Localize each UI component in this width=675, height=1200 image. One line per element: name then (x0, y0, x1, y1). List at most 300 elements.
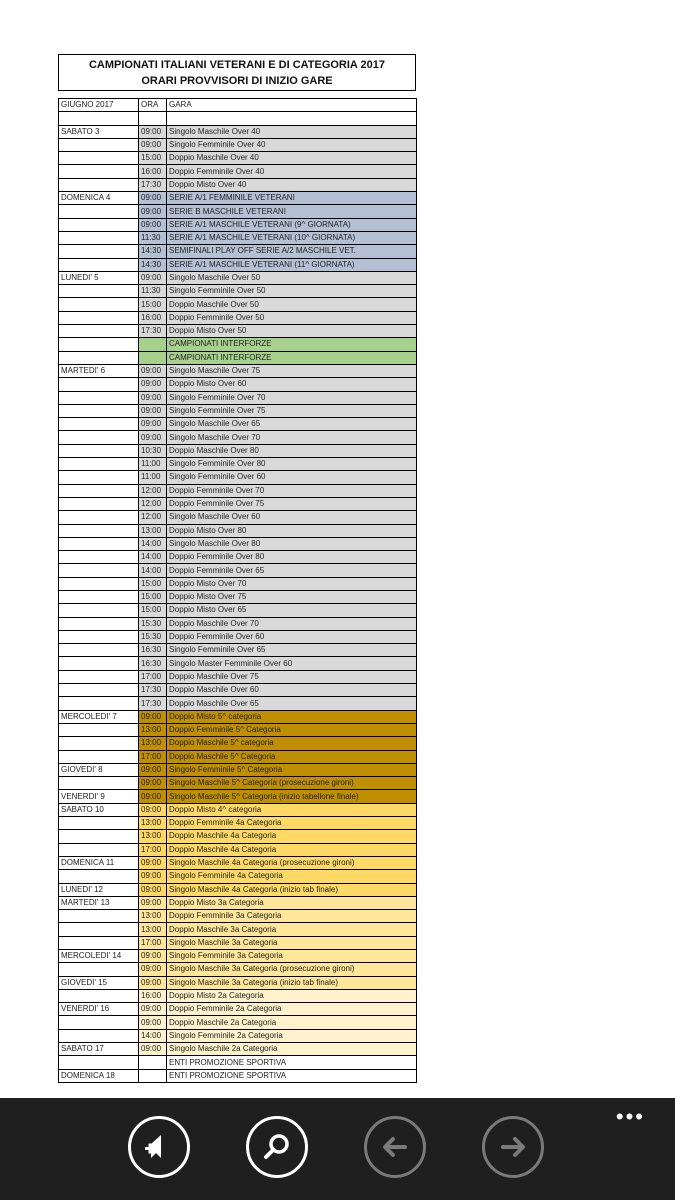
time-cell: 09:00 (139, 364, 167, 377)
day-cell (59, 298, 139, 311)
event-cell: Doppio Maschile 5^ categoria (167, 737, 417, 750)
day-cell (59, 630, 139, 643)
day-cell (59, 152, 139, 165)
day-cell (59, 657, 139, 670)
table-row (59, 1043, 417, 1056)
time-cell: 09:00 (139, 883, 167, 896)
event-cell: Doppio Maschile Over 60 (167, 684, 417, 697)
time-cell: 09:00 (139, 391, 167, 404)
time-cell: 14:30 (139, 245, 167, 258)
event-cell: Singolo Maschile Over 70 (167, 431, 417, 444)
time-cell: 09:00 (139, 271, 167, 284)
event-cell: Doppio Femminile 4a Categoria (167, 817, 417, 830)
time-cell: 17:30 (139, 697, 167, 710)
event-cell: Doppio Femminile Over 40 (167, 165, 417, 178)
table-row (59, 1069, 417, 1082)
day-cell: DOMENICA 4 (59, 192, 139, 205)
time-cell: 14:30 (139, 258, 167, 271)
time-cell: 17:30 (139, 178, 167, 191)
event-cell: Doppio Femminile Over 80 (167, 551, 417, 564)
day-cell (59, 697, 139, 710)
day-cell (59, 1056, 139, 1069)
day-cell: MARTEDI' 13 (59, 896, 139, 909)
time-cell: 12:00 (139, 511, 167, 524)
table-row (59, 218, 417, 231)
day-cell (59, 231, 139, 244)
table-row (59, 644, 417, 657)
day-cell (59, 723, 139, 736)
event-cell: Doppio Femminile Over 70 (167, 484, 417, 497)
table-row (59, 923, 417, 936)
event-cell: Singolo Maschile 3a Categoria (prosecuzione gironi) (167, 963, 417, 976)
time-cell (139, 338, 167, 351)
day-cell (59, 923, 139, 936)
day-cell (59, 830, 139, 843)
time-cell (139, 351, 167, 364)
table-row (59, 1016, 417, 1029)
day-cell: MERCOLEDI' 14 (59, 950, 139, 963)
arrow-left-icon (378, 1130, 412, 1164)
table-row (59, 404, 417, 417)
event-cell: SERIE A/1 FEMMINILE VETERANI (167, 192, 417, 205)
event-cell: Singolo Femminile Over 50 (167, 285, 417, 298)
time-cell: 09:00 (139, 803, 167, 816)
table-row (59, 777, 417, 790)
event-cell: Singolo Maschile 5^ Categoria (prosecuzione gironi) (167, 777, 417, 790)
time-cell: 17:00 (139, 750, 167, 763)
pin-to-start-button[interactable] (128, 1116, 190, 1178)
table-row (59, 883, 417, 896)
time-cell: 15:00 (139, 604, 167, 617)
event-cell: Doppio Misto Over 65 (167, 604, 417, 617)
time-cell: 09:00 (139, 138, 167, 151)
event-cell: Doppio Maschile 4a Categoria (167, 843, 417, 856)
time-cell: 09:00 (139, 870, 167, 883)
event-cell: Singolo Maschile 3a Categoria (167, 936, 417, 949)
day-cell (59, 1016, 139, 1029)
time-cell: 17:00 (139, 670, 167, 683)
event-cell: Singolo Femminile 2a Categoria (167, 1029, 417, 1042)
table-row (59, 418, 417, 431)
day-cell (59, 936, 139, 949)
table-row (59, 910, 417, 923)
event-cell: Doppio Femminile 2a Categoria (167, 1003, 417, 1016)
table-row (59, 152, 417, 165)
table-row (59, 351, 417, 364)
table-row (59, 1056, 417, 1069)
time-cell: 17:30 (139, 684, 167, 697)
day-cell (59, 178, 139, 191)
day-cell (59, 484, 139, 497)
time-cell: 15:00 (139, 577, 167, 590)
event-cell: Doppio Femminile Over 75 (167, 497, 417, 510)
table-row (59, 604, 417, 617)
time-cell: 09:00 (139, 418, 167, 431)
table-row (59, 1029, 417, 1042)
table-row (59, 737, 417, 750)
table-row (59, 697, 417, 710)
event-cell: Singolo Femminile Over 40 (167, 138, 417, 151)
table-header-row (59, 99, 417, 112)
table-row (59, 830, 417, 843)
event-cell: ENTI PROMOZIONE SPORTIVA (167, 1069, 417, 1082)
day-cell: LUNEDI' 5 (59, 271, 139, 284)
day-cell (59, 644, 139, 657)
time-cell: 13:00 (139, 923, 167, 936)
time-cell: 10:30 (139, 444, 167, 457)
application-bar (0, 1098, 675, 1200)
day-cell (59, 817, 139, 830)
day-cell (59, 285, 139, 298)
table-row (59, 630, 417, 643)
table-row (59, 551, 417, 564)
day-cell (59, 524, 139, 537)
time-cell: 17:30 (139, 325, 167, 338)
event-cell: Doppio Misto 5^ categoria (167, 710, 417, 723)
pin-icon (142, 1130, 176, 1164)
time-cell: 11:00 (139, 458, 167, 471)
time-cell: 17:00 (139, 843, 167, 856)
time-cell: 09:00 (139, 125, 167, 138)
day-cell (59, 590, 139, 603)
table-row (59, 338, 417, 351)
schedule-table (58, 98, 417, 1083)
time-cell: 09:00 (139, 1043, 167, 1056)
time-cell: 11:00 (139, 471, 167, 484)
table-row (59, 856, 417, 869)
table-row (59, 298, 417, 311)
day-cell: DOMENICA 18 (59, 1069, 139, 1082)
table-row (59, 989, 417, 1002)
day-cell: GIOVEDI' 8 (59, 763, 139, 776)
table-row (59, 285, 417, 298)
time-cell: 16:30 (139, 657, 167, 670)
event-cell: Singolo Femminile Over 70 (167, 391, 417, 404)
event-cell: Doppio Maschile 4a Categoria (167, 830, 417, 843)
event-cell: Singolo Femminile 3a Categoria (167, 950, 417, 963)
day-cell: DOMENICA 11 (59, 856, 139, 869)
day-cell (59, 843, 139, 856)
event-cell: Doppio Misto Over 50 (167, 325, 417, 338)
time-cell: 09:00 (139, 963, 167, 976)
time-cell: 16:00 (139, 311, 167, 324)
document-subtitle: ORARI PROVVISORI DI INIZIO GARE (141, 75, 333, 87)
table-row (59, 444, 417, 457)
event-cell: Doppio Maschile 5^ Categoria (167, 750, 417, 763)
time-cell: 13:00 (139, 910, 167, 923)
day-cell (59, 670, 139, 683)
table-row (59, 205, 417, 218)
table-row (59, 950, 417, 963)
document-title-box (58, 54, 416, 91)
event-cell: SERIE A/1 MASCHILE VETERANI (11^ GIORNATA) (167, 258, 417, 271)
day-cell (59, 338, 139, 351)
event-cell: Doppio Maschile Over 80 (167, 444, 417, 457)
table-row (59, 511, 417, 524)
table-row (59, 577, 417, 590)
time-cell: 15:30 (139, 617, 167, 630)
table-row (59, 976, 417, 989)
day-cell (59, 378, 139, 391)
day-cell: LUNEDI' 12 (59, 883, 139, 896)
event-cell: Doppio Femminile 3a Categoria (167, 910, 417, 923)
day-cell (59, 418, 139, 431)
day-cell (59, 325, 139, 338)
find-button[interactable] (246, 1116, 308, 1178)
time-cell: 16:00 (139, 165, 167, 178)
event-cell: CAMPIONATI INTERFORZE (167, 351, 417, 364)
time-cell: 09:00 (139, 856, 167, 869)
event-cell: Doppio Femminile Over 60 (167, 630, 417, 643)
header-day: GIUGNO 2017 (59, 99, 139, 112)
time-cell: 12:00 (139, 484, 167, 497)
event-cell: SERIE A/1 MASCHILE VETERANI (9^ GIORNATA) (167, 218, 417, 231)
day-cell (59, 391, 139, 404)
table-row (59, 896, 417, 909)
time-cell: 09:00 (139, 950, 167, 963)
table-row (59, 138, 417, 151)
time-cell: 09:00 (139, 976, 167, 989)
day-cell (59, 165, 139, 178)
time-cell: 13:00 (139, 737, 167, 750)
table-row (59, 311, 417, 324)
time-cell: 09:00 (139, 218, 167, 231)
day-cell (59, 777, 139, 790)
day-cell (59, 471, 139, 484)
table-row (59, 364, 417, 377)
table-row (59, 790, 417, 803)
table-row (59, 245, 417, 258)
table-row (59, 750, 417, 763)
event-cell: Doppio Misto Over 40 (167, 178, 417, 191)
table-row (59, 723, 417, 736)
day-cell (59, 458, 139, 471)
event-cell: Singolo Maschile 4a Categoria (prosecuzione gironi) (167, 856, 417, 869)
event-cell: Doppio Misto Over 75 (167, 590, 417, 603)
header-gara: GARA (167, 99, 417, 112)
time-cell: 09:00 (139, 192, 167, 205)
event-cell: SERIE A/1 MASCHILE VETERANI (10^ GIORNATA) (167, 231, 417, 244)
day-cell (59, 431, 139, 444)
day-cell (59, 138, 139, 151)
day-cell: SABATO 3 (59, 125, 139, 138)
time-cell: 14:00 (139, 551, 167, 564)
table-row (59, 963, 417, 976)
table-row (59, 657, 417, 670)
table-row (59, 325, 417, 338)
document-title: CAMPIONATI ITALIANI VETERANI E DI CATEGORIA 2017 (88, 59, 385, 71)
time-cell: 14:00 (139, 537, 167, 550)
event-cell: Singolo Femminile 5^ Categoria (167, 763, 417, 776)
day-cell (59, 564, 139, 577)
time-cell: 09:00 (139, 404, 167, 417)
table-row (59, 524, 417, 537)
day-cell (59, 218, 139, 231)
time-cell (139, 112, 167, 125)
event-cell: Singolo Maschile 3a Categoria (inizio tab finale) (167, 976, 417, 989)
time-cell: 09:00 (139, 896, 167, 909)
time-cell (139, 1069, 167, 1082)
event-cell: Doppio Misto Over 80 (167, 524, 417, 537)
event-cell: Singolo Maschile Over 50 (167, 271, 417, 284)
event-cell: Doppio Misto 3a Categoria (167, 896, 417, 909)
event-cell: Doppio Femminile Over 65 (167, 564, 417, 577)
event-cell: Singolo Femminile Over 65 (167, 644, 417, 657)
day-cell (59, 989, 139, 1002)
time-cell: 09:00 (139, 205, 167, 218)
next-button[interactable] (482, 1116, 544, 1178)
day-cell (59, 205, 139, 218)
event-cell: ENTI PROMOZIONE SPORTIVA (167, 1056, 417, 1069)
time-cell: 13:00 (139, 830, 167, 843)
day-cell (59, 577, 139, 590)
table-row (59, 271, 417, 284)
search-icon (260, 1130, 294, 1164)
day-cell (59, 684, 139, 697)
time-cell: 11:30 (139, 285, 167, 298)
event-cell: Doppio Femminile Over 50 (167, 311, 417, 324)
time-cell: 09:00 (139, 1003, 167, 1016)
time-cell: 15:30 (139, 630, 167, 643)
event-cell: Doppio Femminile 5^ Categoria (167, 723, 417, 736)
day-cell (59, 617, 139, 630)
event-cell: Doppio Maschile Over 40 (167, 152, 417, 165)
event-cell: Doppio Misto 2a Categoria (167, 989, 417, 1002)
event-cell: Singolo Femminile Over 80 (167, 458, 417, 471)
day-cell (59, 112, 139, 125)
time-cell: 13:00 (139, 723, 167, 736)
table-row (59, 471, 417, 484)
table-row (59, 165, 417, 178)
table-row (59, 763, 417, 776)
day-cell: GIOVEDI' 15 (59, 976, 139, 989)
table-row (59, 484, 417, 497)
time-cell: 17:00 (139, 936, 167, 949)
time-cell: 09:00 (139, 790, 167, 803)
day-cell (59, 604, 139, 617)
time-cell: 14:00 (139, 1029, 167, 1042)
arrow-right-icon (496, 1130, 530, 1164)
event-cell: SERIE B MASCHILE VETERANI (167, 205, 417, 218)
event-cell: Doppio Maschile Over 75 (167, 670, 417, 683)
day-cell (59, 258, 139, 271)
time-cell: 16:00 (139, 989, 167, 1002)
event-cell: Singolo Master Femminile Over 60 (167, 657, 417, 670)
day-cell: MARTEDI' 6 (59, 364, 139, 377)
table-row (59, 537, 417, 550)
table-row (59, 670, 417, 683)
event-cell: Singolo Maschile Over 65 (167, 418, 417, 431)
event-cell: Doppio Maschile Over 65 (167, 697, 417, 710)
event-cell: CAMPIONATI INTERFORZE (167, 338, 417, 351)
event-cell: Doppio Misto 4^ categoria (167, 803, 417, 816)
event-cell: Singolo Maschile Over 40 (167, 125, 417, 138)
time-cell: 15:00 (139, 152, 167, 165)
table-row (59, 617, 417, 630)
time-cell: 13:00 (139, 524, 167, 537)
time-cell: 09:00 (139, 431, 167, 444)
day-cell: VENERDI' 16 (59, 1003, 139, 1016)
time-cell: 15:00 (139, 298, 167, 311)
table-row (59, 590, 417, 603)
day-cell (59, 511, 139, 524)
day-cell (59, 737, 139, 750)
table-row (59, 843, 417, 856)
time-cell: 14:00 (139, 564, 167, 577)
day-cell (59, 404, 139, 417)
header-ora: ORA (139, 99, 167, 112)
event-cell: Singolo Femminile Over 75 (167, 404, 417, 417)
day-cell: SABATO 17 (59, 1043, 139, 1056)
table-row (59, 125, 417, 138)
event-cell: Singolo Maschile 4a Categoria (inizio tab finale) (167, 883, 417, 896)
table-row (59, 1003, 417, 1016)
day-cell (59, 1029, 139, 1042)
day-cell (59, 351, 139, 364)
table-row (59, 458, 417, 471)
day-cell: SABATO 10 (59, 803, 139, 816)
event-cell: Singolo Femminile 4a Categoria (167, 870, 417, 883)
time-cell: 15:00 (139, 590, 167, 603)
event-cell: Doppio Maschile Over 70 (167, 617, 417, 630)
previous-button[interactable] (364, 1116, 426, 1178)
event-cell: Doppio Maschile 3a Categoria (167, 923, 417, 936)
day-cell: MERCOLEDI' 7 (59, 710, 139, 723)
table-row (59, 431, 417, 444)
day-cell (59, 551, 139, 564)
event-cell: SEMIFINALI PLAY OFF SERIE A/2 MASCHILE VET. (167, 245, 417, 258)
event-cell: Doppio Maschile 2a Categoria (167, 1016, 417, 1029)
time-cell: 16:30 (139, 644, 167, 657)
event-cell (167, 112, 417, 125)
day-cell (59, 963, 139, 976)
time-cell: 09:00 (139, 1016, 167, 1029)
table-row (59, 378, 417, 391)
table-row (59, 936, 417, 949)
more-options-button[interactable]: ••• (615, 1104, 645, 1129)
event-cell: Doppio Misto Over 60 (167, 378, 417, 391)
event-cell: Doppio Maschile Over 50 (167, 298, 417, 311)
day-cell (59, 910, 139, 923)
day-cell (59, 870, 139, 883)
day-cell (59, 444, 139, 457)
event-cell: Singolo Maschile 5^ Categoria (inizio tabellone finale) (167, 790, 417, 803)
table-row (59, 684, 417, 697)
event-cell: Singolo Maschile Over 60 (167, 511, 417, 524)
table-row (59, 497, 417, 510)
table-row (59, 192, 417, 205)
time-cell: 11:30 (139, 231, 167, 244)
event-cell: Singolo Maschile Over 75 (167, 364, 417, 377)
table-row (59, 231, 417, 244)
event-cell: Singolo Maschile Over 80 (167, 537, 417, 550)
day-cell (59, 750, 139, 763)
table-row (59, 564, 417, 577)
day-cell (59, 311, 139, 324)
time-cell: 09:00 (139, 710, 167, 723)
table-row (59, 112, 417, 125)
time-cell: 09:00 (139, 777, 167, 790)
time-cell: 09:00 (139, 763, 167, 776)
day-cell (59, 537, 139, 550)
day-cell: VENERDI' 9 (59, 790, 139, 803)
time-cell: 13:00 (139, 817, 167, 830)
time-cell: 09:00 (139, 378, 167, 391)
table-row (59, 258, 417, 271)
table-row (59, 870, 417, 883)
table-row (59, 391, 417, 404)
table-row (59, 178, 417, 191)
